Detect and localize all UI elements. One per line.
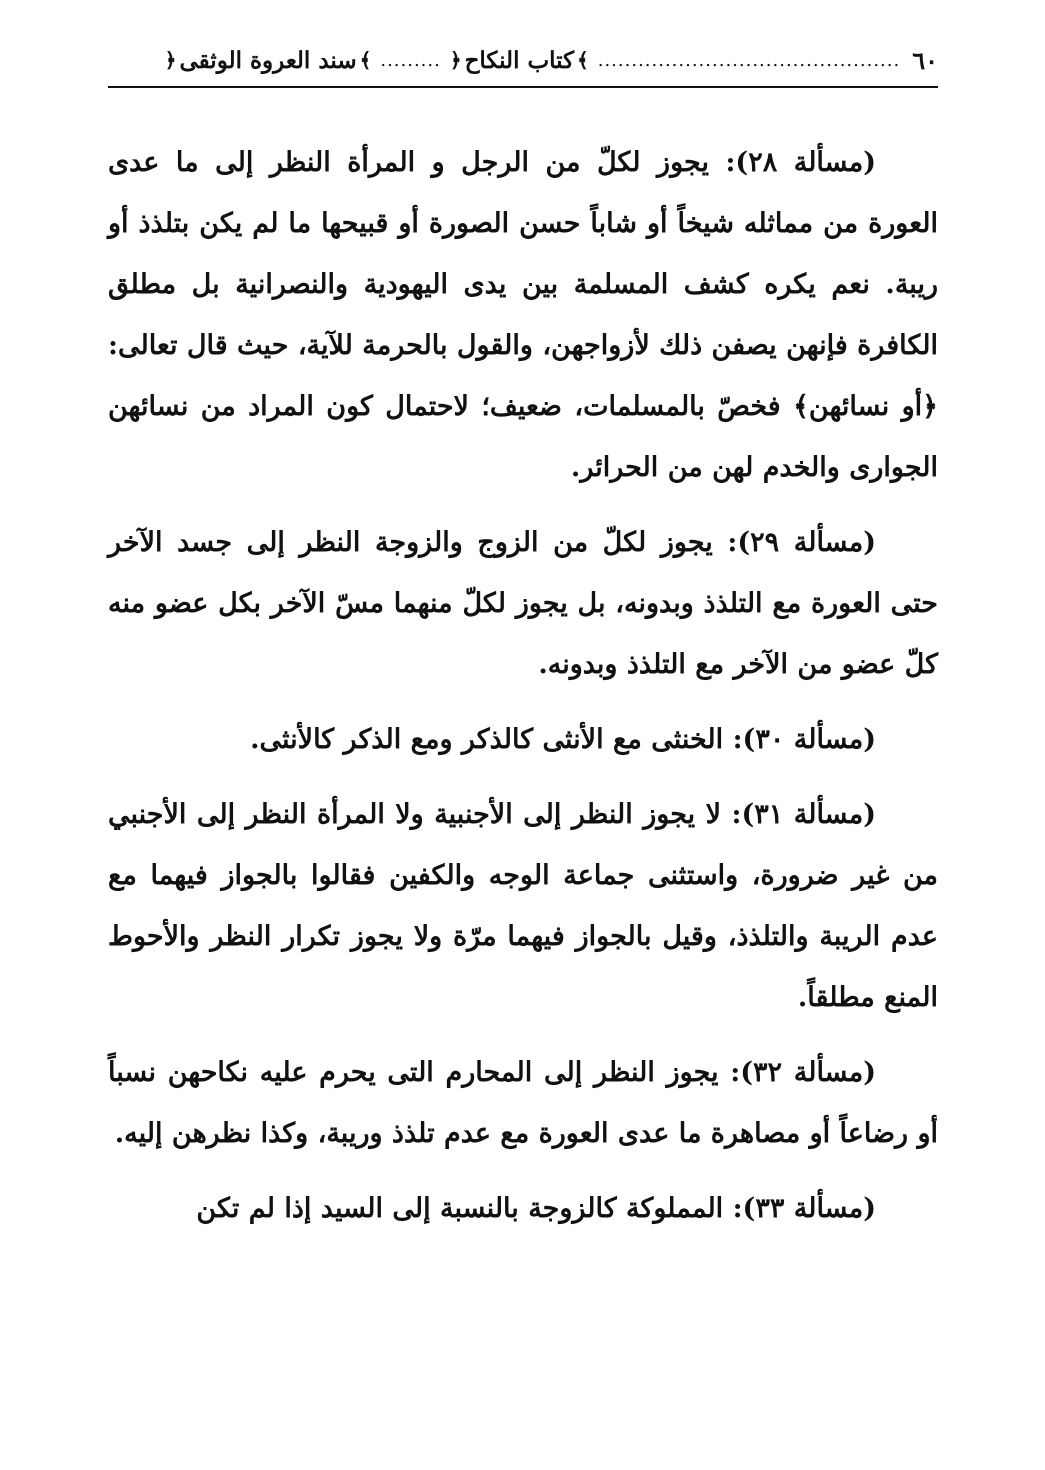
leader-dots: .........	[380, 49, 441, 71]
issue-number: (مسألة ٢٩):	[727, 527, 876, 558]
book-title: سند العروة الوثقى	[179, 46, 357, 74]
issue-text: لا يجوز النظر إلى الأجنبية ولا المرأة النظر إلى الأجنبي من غير ضرورة، واستثنى جماعة الوجه والكفين فقالوا بالجواز فيهما مع عدم الريبة والتلذذ، وقيل بالجواز فيهما مرّة ولا يجوز تكرار النظر والأحوط المنع مطلقاً.	[108, 799, 938, 1013]
ornament-bracket: ﴿	[449, 48, 462, 72]
issue-number: (مسألة ٢٨):	[725, 147, 876, 178]
issue-number: (مسألة ٣٠):	[732, 724, 876, 755]
issue-paragraph	[108, 512, 938, 695]
ornament-bracket: ﴾	[359, 48, 372, 72]
header-divider	[108, 86, 938, 88]
running-header	[108, 36, 938, 84]
issue-number: (مسألة ٣٣):	[732, 1193, 876, 1224]
ornament-bracket: ﴾	[577, 48, 589, 72]
issue-number: (مسألة ٣٢):	[730, 1057, 877, 1088]
issue-number: (مسألة ٣١):	[731, 799, 876, 830]
issue-paragraph	[108, 132, 938, 498]
ornament-bracket: ﴿	[164, 48, 177, 72]
issue-paragraph	[108, 1178, 938, 1239]
issue-paragraph	[108, 709, 938, 770]
issue-paragraph	[108, 1042, 938, 1164]
issue-text: المملوكة كالزوجة بالنسبة إلى السيد إذا لم تكن	[196, 1193, 724, 1224]
page-number: ٦٠	[912, 45, 938, 75]
leader-dots: .............................................	[597, 49, 901, 71]
page-body	[108, 132, 938, 1253]
issue-paragraph	[108, 784, 938, 1028]
issue-text: يجوز لكلّ من الزوج والزوجة النظر إلى جسد الآخر حتى العورة مع التلذذ وبدونه، بل يجوز لكلّ منهما مسّ الآخر بكل عضو منه كلّ عضو من الآخر مع التلذذ وبدونه.	[108, 527, 938, 680]
chapter-title: كتاب النكاح	[464, 46, 575, 74]
issue-text: يجوز لكلّ من الرجل و المرأة النظر إلى ما عدى العورة من مماثله شيخاً أو شاباً حسن الصورة أو قبيحها ما لم يكن بتلذذ أو ريبة. نعم يكره كشف المسلمة بين يدى اليهودية والنصرانية بل مطلق الكافرة فإنهن يصفن ذلك لأزواجهن، والقول بالحرمة للآية، حيث قال تعالى: ﴿أو نسائهن﴾ فخصّ بالمسلمات، ضعيف؛ لاحتمال كون المراد من نسائهن الجوارى والخدم لهن من الحرائر.	[108, 147, 938, 483]
issue-text: يجوز النظر إلى المحارم التى يحرم عليه نكاحهن نسباً أو رضاعاً أو مصاهرة ما عدى العورة مع عدم تلذذ وريبة، وكذا نظرهن إليه.	[108, 1057, 938, 1149]
issue-text: الخنثى مع الأنثى كالذكر ومع الذكر كالأنثى.	[250, 724, 724, 755]
